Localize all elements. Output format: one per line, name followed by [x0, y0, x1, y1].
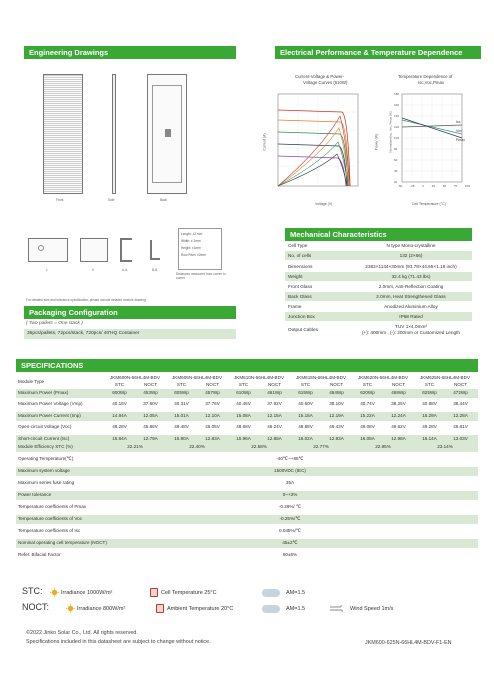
spec-cell: 16.02A: [298, 436, 313, 441]
series-label-isc: Isc: [456, 120, 461, 124]
spec-cell: 15.01A: [174, 413, 189, 418]
temp-y-tick: 80: [394, 147, 398, 151]
stc-header: STC: [114, 382, 125, 387]
spec-cell: 46.24V: [267, 424, 282, 429]
noct-header: NOCT: [453, 382, 467, 387]
spec-cell: 600Wp: [112, 390, 127, 395]
tolerance-notes: [178, 228, 222, 270]
common-spec-value: 0~+3%: [282, 492, 298, 497]
temp-y-tick: 100: [394, 136, 400, 140]
mech-row: [285, 241, 472, 250]
detail-part-bb-drawing: [150, 240, 160, 260]
spec-cell: 40.31V: [174, 401, 189, 406]
temp-chart-xlabel: Cell Temperature (°C): [412, 202, 446, 206]
spec-cell: 15.08A: [236, 413, 251, 418]
mech-key: Output Cables: [288, 327, 318, 332]
mech-key: No. of cells: [288, 253, 312, 258]
efficiency-value: 22.95%: [375, 444, 391, 449]
mech-key: Frame: [288, 304, 302, 309]
tolerance-length: Length: ±2 mm: [181, 232, 203, 236]
detail-part-2-drawing: [80, 238, 108, 262]
document-code: JKM600-625N-66HL4M-BDV-F1-EN: [365, 640, 452, 646]
common-spec-label: Temperature coefficients of Voc: [18, 516, 83, 521]
temp-chart-title-2: Isc,Voc,Pmax: [418, 80, 445, 85]
common-spec-label: Power tolerance: [18, 492, 52, 497]
spec-cell: 457Wp: [205, 390, 220, 395]
temp-y-tick: 40: [394, 169, 398, 173]
spec-cell: 49.28V: [422, 424, 437, 429]
mech-value: N type Mono-crystalline: [386, 243, 436, 248]
spec-cell: 48.48V: [174, 424, 189, 429]
spec-row-label: Maximum Power Current (Imp): [18, 413, 81, 418]
temp-x-tick: 25: [431, 184, 435, 188]
part-label-1: 1: [46, 268, 48, 272]
efficiency-value: 22.77%: [313, 444, 329, 449]
sun-icon: [66, 604, 75, 613]
spec-cell: 38.44V: [453, 401, 468, 406]
spec-cell: 12.10A: [205, 413, 220, 418]
detail-part-1-drawing: [28, 238, 68, 262]
spec-cell: 15.22A: [360, 413, 375, 418]
common-spec-value: 1500VDC (IEC): [274, 468, 306, 473]
temp-x-tick: 75: [453, 184, 458, 188]
thermometer-icon: [150, 588, 158, 597]
temp-chart-y-ticks: [394, 92, 402, 191]
temp-y-tick: 60: [394, 158, 398, 162]
irradiance-noct: Irradiance 800W/m²: [77, 606, 126, 612]
stc-header: STC: [362, 382, 373, 387]
mech-value: 2382×1134×30mm (93.78×44.65×1.18 inch): [365, 264, 457, 269]
cloud-icon: [262, 589, 280, 597]
spec-cell: 15.96A: [236, 436, 251, 441]
temp-y-tick: 160: [394, 103, 400, 107]
spec-cell: 464Wp: [329, 390, 344, 395]
common-spec-row: [16, 491, 478, 500]
mech-key: Weight: [288, 274, 303, 279]
mech-value: Anodized Aluminium Alloy: [384, 304, 438, 309]
module-type-row: [16, 375, 478, 388]
spec-cell: 46.81V: [453, 424, 468, 429]
mech-value: 132 (2×66): [399, 253, 423, 258]
noct-header: NOCT: [143, 382, 157, 387]
common-spec-value: 80±5%: [282, 552, 298, 557]
copyright-text: ©2022 Jinko Solar Co., Ltd. All rights reserved.: [26, 630, 138, 636]
spec-cell: 12.98A: [391, 436, 406, 441]
mech-value: 2.0mm, Anti-Reflection Coating: [378, 284, 444, 289]
spec-row-label: Short-circuit Current (Isc): [18, 436, 70, 441]
spec-cell: 605Wp: [174, 390, 189, 395]
efficiency-value: 22.21%: [127, 444, 143, 449]
spec-row: [16, 389, 478, 398]
common-spec-label: Maximum series fuse rating: [18, 480, 75, 485]
spec-row: [16, 412, 478, 421]
spec-cell: 15.90A: [174, 436, 189, 441]
stc-header: STC: [176, 382, 187, 387]
part-label-bb: B-B: [152, 268, 158, 272]
spec-cell: 12.28A: [453, 413, 468, 418]
spec-cell: 620Wp: [360, 390, 375, 395]
back-view-drawing: [147, 74, 187, 194]
model-name: JKM610N-66HL4M-BDV: [233, 375, 285, 380]
spec-cell: 46.43V: [329, 424, 344, 429]
spec-cell: 13.03V: [453, 436, 468, 441]
temp-x-tick: -25: [410, 184, 415, 188]
efficiency-row: [16, 443, 478, 452]
mech-row: [285, 262, 472, 271]
irradiance-stc: Irradiance 1000W/m²: [61, 590, 113, 596]
common-spec-label: Nominal operating cell temperature (NOCT): [18, 540, 107, 545]
mech-key: Front Glass: [288, 284, 313, 289]
model-name: JKM605N-66HL4M-BDV: [171, 375, 223, 380]
spec-cell: 15.15A: [298, 413, 313, 418]
spec-cell: 15.29A: [422, 413, 437, 418]
model-name: JKM625N-66HL4M-BDV: [419, 375, 471, 380]
common-spec-row: [16, 467, 478, 476]
common-spec-value: 0.045%/℃: [278, 528, 301, 533]
common-spec-label: Refer. Bifacial Factor: [18, 552, 61, 557]
specifications-header: SPECIFICATIONS: [16, 359, 478, 372]
spec-cell: 625Wp: [422, 390, 437, 395]
mech-key: Cell Type: [288, 243, 308, 248]
common-spec-row: [16, 503, 478, 512]
series-label-pmax: Pmax: [456, 138, 465, 142]
drawing-disclaimer: For detailed size and tolerance specification, please consult detailed module drawing: [26, 298, 146, 302]
temp-x-tick: 50: [442, 184, 447, 188]
electrical-performance-header: Electrical Performance & Temperature Dependence: [275, 46, 481, 59]
iv-chart-ylabel-right: Power (W): [374, 133, 379, 151]
efficiency-value: 22.58%: [251, 444, 267, 449]
spec-row: [16, 423, 478, 432]
common-spec-value: -0.29%/ ℃: [278, 504, 302, 509]
air-mass-noct: AM=1.5: [286, 606, 306, 612]
spec-cell: 37.92V: [267, 401, 282, 406]
cell-temperature: Cell Temperature 25°C: [161, 590, 217, 596]
spec-cell: 40.74V: [360, 401, 375, 406]
spec-cell: 46.05V: [205, 424, 220, 429]
part-label-2: II: [92, 268, 94, 272]
noct-condition-label: NOCT:: [22, 602, 49, 612]
efficiency-value: 23.14%: [437, 444, 453, 449]
spec-cell: 468Wp: [391, 390, 406, 395]
temp-chart-title-1: Temperature Dependence of: [398, 74, 453, 79]
noct-header: NOCT: [267, 382, 281, 387]
common-spec-row: [16, 515, 478, 524]
part-label-aa: A-A: [122, 268, 128, 272]
common-spec-row: [16, 479, 478, 488]
noct-header: NOCT: [329, 382, 343, 387]
common-spec-label: Maximum system voltage: [18, 468, 70, 473]
common-spec-row: [16, 455, 478, 464]
thermometer-icon: [156, 604, 164, 613]
mech-row: [285, 282, 472, 291]
spec-cell: 48.28V: [112, 424, 127, 429]
tolerance-note-small: Distances measured from corner to corner: [176, 272, 226, 280]
change-notice-text: Specifications included in this datasheet are subject to change without notice.: [26, 639, 211, 645]
stc-condition-label: STC:: [22, 586, 43, 596]
noct-header: NOCT: [391, 382, 405, 387]
spec-cell: 40.60V: [298, 401, 313, 406]
mech-row: [285, 292, 472, 301]
spec-row-label: Maximum Power Voltage (Vmp): [18, 401, 83, 406]
spec-cell: 12.88A: [267, 436, 282, 441]
tolerance-width: Width: ± 2mm: [181, 239, 201, 243]
packaging-line-1: ( Two pallets = One stack ): [26, 321, 83, 326]
spec-cell: 37.76V: [205, 401, 220, 406]
iv-chart-ylabel: Current (A): [262, 133, 267, 151]
spec-cell: 37.60V: [143, 401, 158, 406]
common-spec-value: 35A: [285, 480, 295, 485]
common-spec-value: 45±2℃: [282, 540, 298, 545]
mech-row: [285, 302, 472, 311]
cloud-icon: [262, 605, 280, 613]
spec-cell: 48.88V: [298, 424, 313, 429]
mech-value-2: (+): 400mm , (-): 200mm or Customized Length: [361, 330, 461, 335]
common-spec-value: -0.25%/℃: [279, 516, 301, 521]
side-view-drawing: [112, 74, 116, 194]
temp-x-tick: 100: [464, 184, 470, 188]
mech-key: Dimensions: [288, 264, 313, 269]
common-spec-value: -40℃~+85℃: [276, 456, 304, 461]
mech-row: [285, 272, 472, 281]
efficiency-label: Module Efficiency STC (%): [18, 444, 73, 449]
mechanical-characteristics-header: Mechanical Characteristics: [285, 228, 472, 241]
temp-x-tick: -50: [398, 184, 403, 188]
front-label: Front: [56, 198, 64, 202]
temp-y-tick: 180: [394, 92, 400, 96]
spec-cell: 48.68V: [236, 424, 251, 429]
mech-row: [285, 312, 472, 321]
spec-cell: 453Wp: [143, 390, 158, 395]
mech-value: 2.0mm, Heat Strengthened Glass: [376, 294, 446, 299]
iv-chart: [262, 88, 374, 200]
mech-row: [285, 323, 472, 337]
spec-cell: 12.83A: [205, 436, 220, 441]
ambient-temperature: Ambient Temperature 20°C: [167, 606, 234, 612]
mech-row: [285, 251, 472, 260]
spec-cell: 12.15A: [267, 413, 282, 418]
noct-header: NOCT: [205, 382, 219, 387]
mech-key: Junction Box: [288, 314, 315, 319]
packaging-line-2: 36pcs/pallets, 72pcs/stack, 720pcs/ 40'HQ Container: [24, 329, 236, 339]
front-view-drawing: [43, 74, 83, 194]
side-label: Side: [108, 198, 115, 202]
spec-cell: 38.25V: [391, 401, 406, 406]
spec-cell: 16.14A: [422, 436, 437, 441]
stc-header: STC: [300, 382, 311, 387]
spec-row-label: Open-circuit Voltage (Voc): [18, 424, 72, 429]
mech-value: IP68 Rated: [399, 314, 423, 319]
model-name: JKM600N-66HL4M-BDV: [109, 375, 161, 380]
common-spec-row: [16, 527, 478, 536]
engineering-drawings-header: Engineering Drawings: [24, 46, 236, 59]
temp-x-tick: 0: [422, 184, 424, 188]
detail-part-aa-drawing: [120, 238, 132, 262]
wind-icon: [330, 604, 344, 613]
wind-speed: Wind Speed 1m/s: [350, 606, 394, 612]
efficiency-value: 22.40%: [189, 444, 205, 449]
spec-cell: 49.08V: [360, 424, 375, 429]
spec-cell: 12.93A: [329, 436, 344, 441]
tolerance-row-pitch: Row Pitch: ±2mm: [181, 253, 206, 257]
temp-y-tick: 120: [394, 125, 400, 129]
stc-header: STC: [238, 382, 249, 387]
back-label: Back: [160, 198, 168, 202]
spec-cell: 610Wp: [236, 390, 251, 395]
spec-cell: 40.16V: [112, 401, 127, 406]
common-spec-row: [16, 539, 478, 548]
air-mass-stc: AM=1.5: [286, 590, 306, 596]
spec-cell: 12.24A: [391, 413, 406, 418]
temp-chart-x-ticks: [398, 184, 470, 188]
temp-chart-ylabel: Normalized Isc, Voc, Pmax (%): [388, 111, 393, 153]
spec-cell: 12.05A: [143, 413, 158, 418]
spec-cell: 38.10V: [329, 401, 344, 406]
tolerance-height: Height: ±1mm: [181, 246, 201, 250]
spec-cell: 40.46V: [236, 401, 251, 406]
common-spec-label: Temperature coefficients of Isc: [18, 528, 81, 533]
packaging-configuration-header: Packaging Configuration: [24, 306, 236, 319]
spec-cell: 615Wp: [298, 390, 313, 395]
spec-cell: 15.84A: [112, 436, 127, 441]
mech-value: TUV 1×4.0mm²: [395, 324, 427, 329]
common-spec-label: Temperature coefficients of Pmax: [18, 504, 87, 509]
stc-header: STC: [424, 382, 435, 387]
temp-y-tick: 140: [394, 114, 400, 118]
spec-cell: 14.94A: [112, 413, 127, 418]
sun-icon: [50, 588, 59, 597]
spec-cell: 40.88V: [422, 401, 437, 406]
spec-cell: 46.62V: [391, 424, 406, 429]
mech-value: 32.4 kg (71.43 lbs): [391, 274, 431, 279]
spec-cell: 461Wp: [267, 390, 282, 395]
common-spec-label: Operating Temperature(℃): [18, 456, 74, 461]
spec-row-label: Maximum Power (Pmax): [18, 390, 69, 395]
iv-chart-xlabel: Voltage (V): [315, 202, 333, 206]
spec-cell: 12.79A: [143, 436, 158, 441]
common-spec-row: [16, 551, 478, 560]
model-name: JKM615N-66HL4M-BDV: [295, 375, 347, 380]
mech-key: Back Glass: [288, 294, 312, 299]
temp-y-tick: 20: [394, 180, 398, 184]
iv-chart-title-2: Voltage Curves (610W): [303, 80, 348, 85]
iv-chart-title-1: Current-Voltage & Power-: [295, 74, 344, 79]
series-label-voc: Voc: [456, 129, 462, 133]
spec-cell: 16.08A: [360, 436, 375, 441]
spec-cell: 45.86V: [143, 424, 158, 429]
model-name: JKM620N-66HL4M-BDV: [357, 375, 409, 380]
spec-cell: 12.19A: [329, 413, 344, 418]
module-type-label: Module Type: [18, 379, 45, 384]
spec-cell: 472Wp: [453, 390, 468, 395]
spec-row: [16, 400, 478, 409]
